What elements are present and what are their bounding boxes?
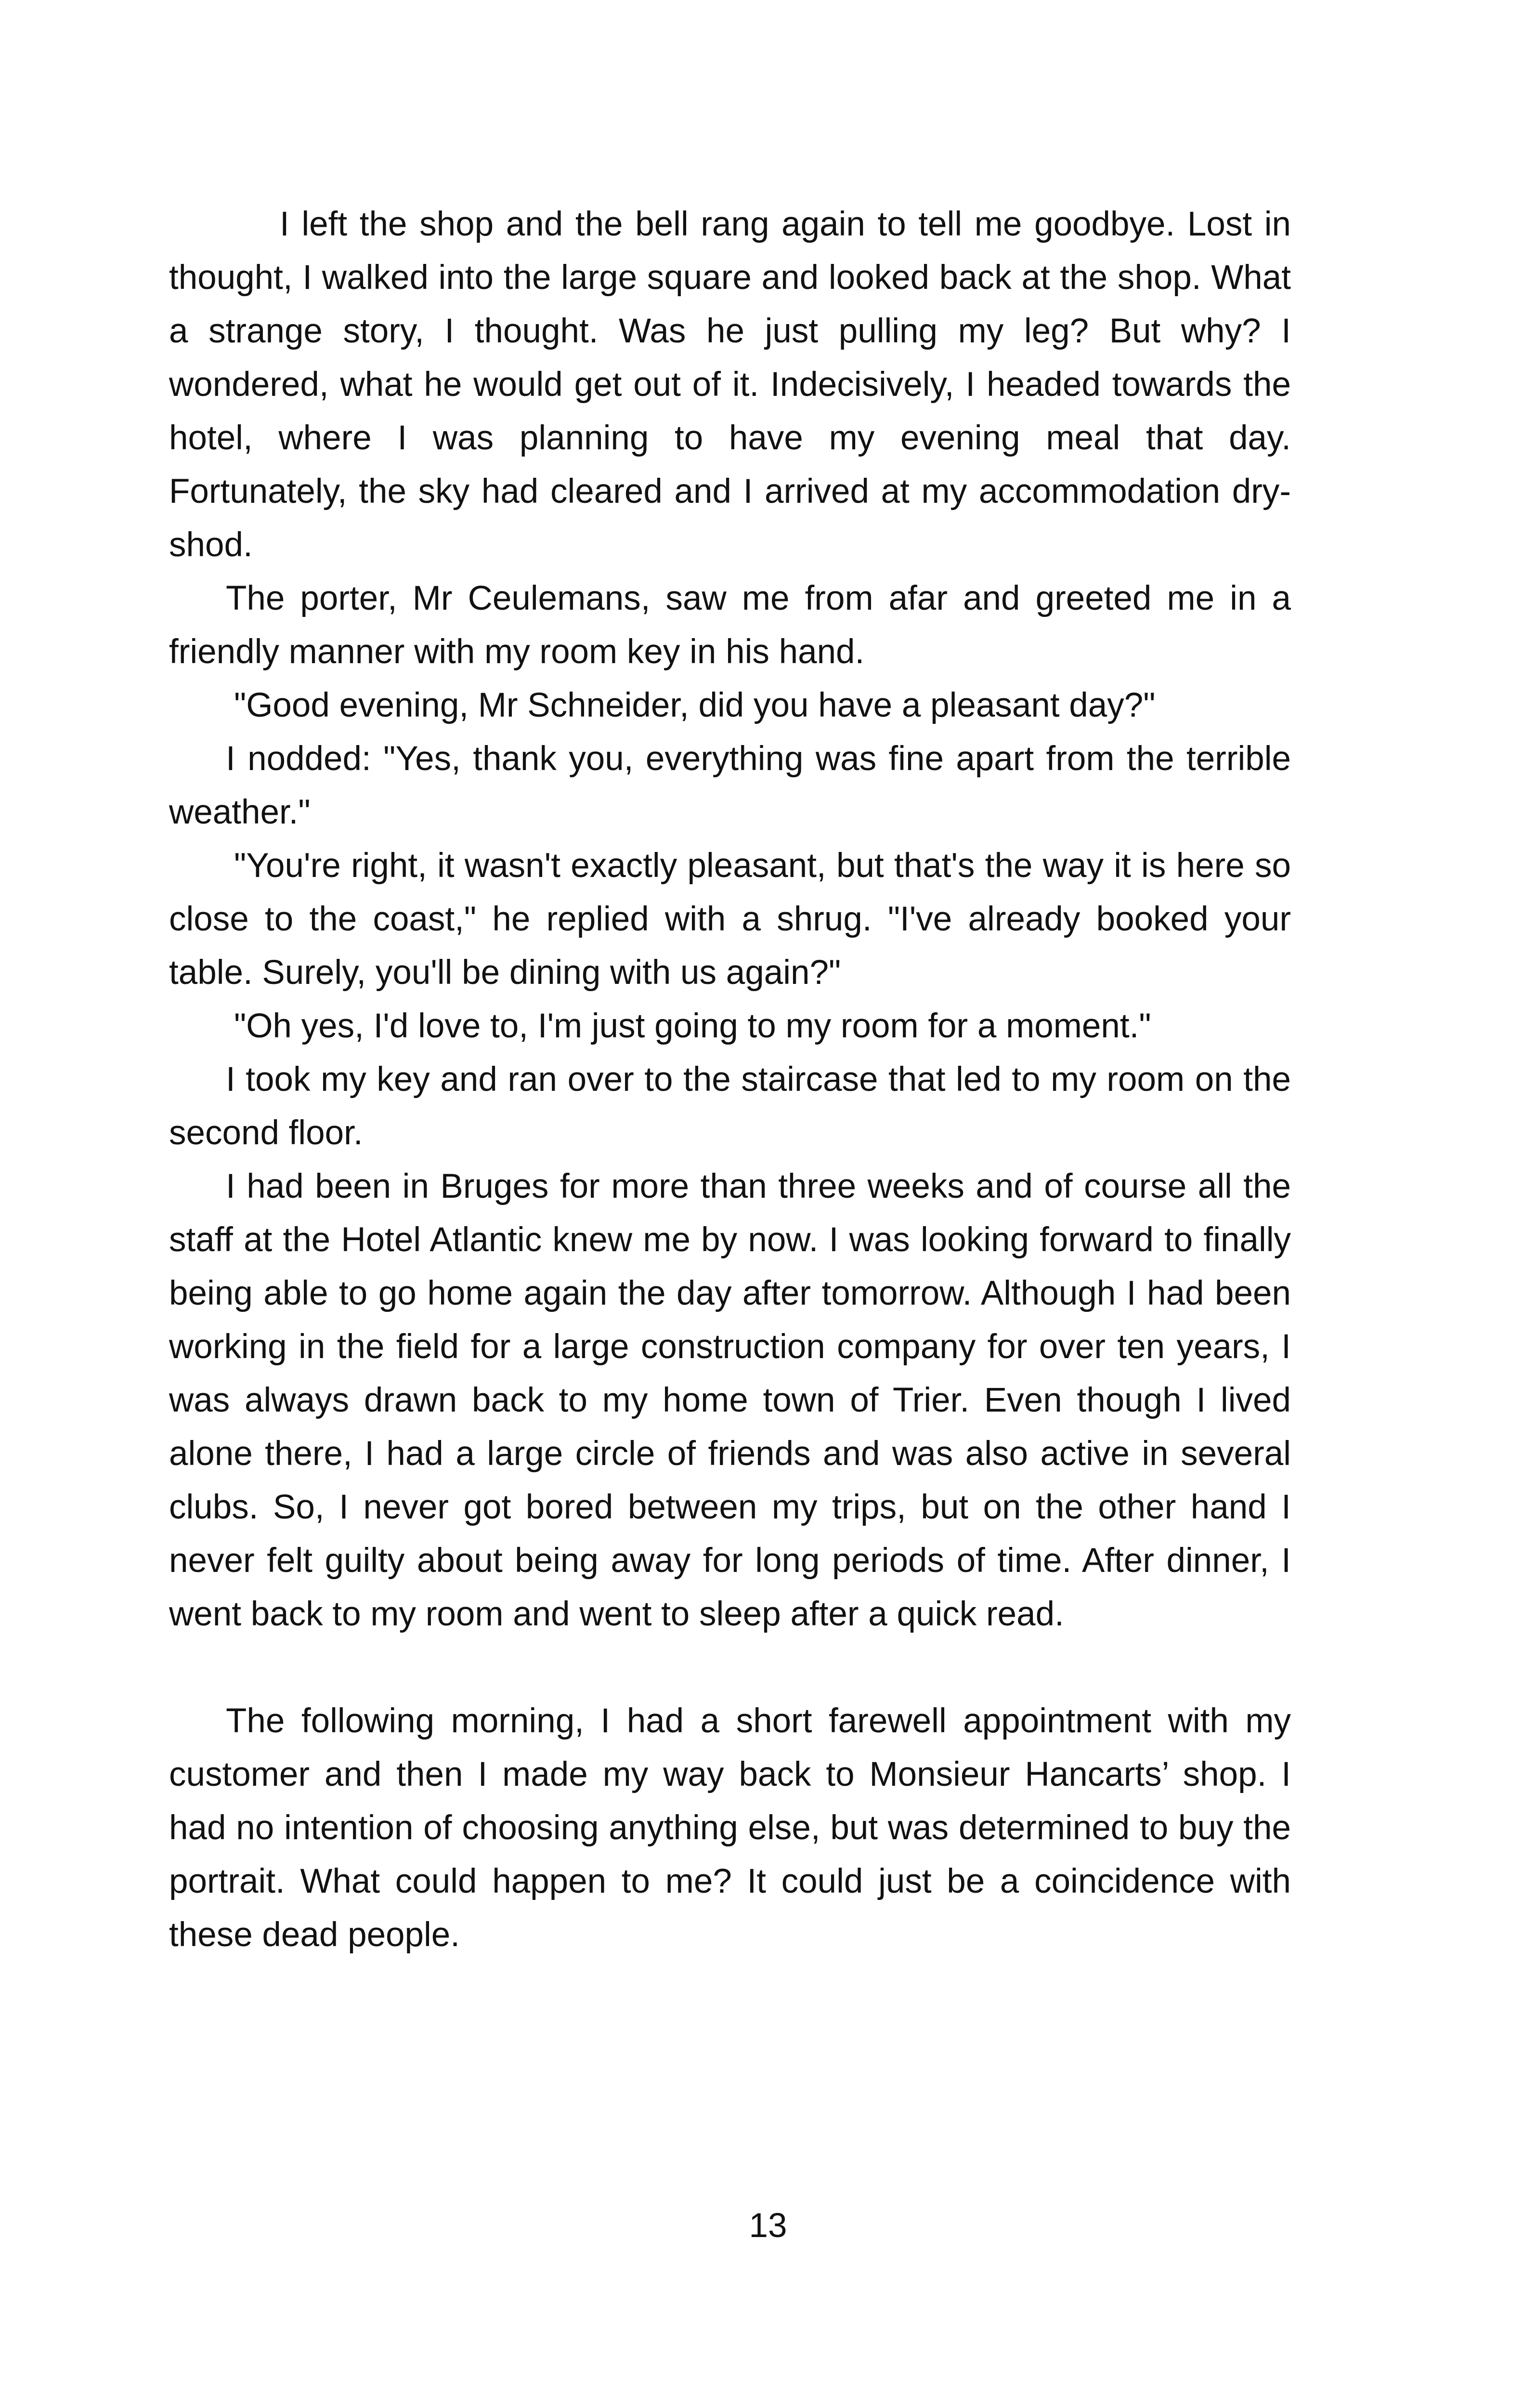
paragraph-9: The following morning, I had a short farewell appointment with my customer and then I made my way back to Monsieur Hancarts’ shop. I had no intention of choosing anything else, but was determined to buy the portrait. What could happen to me? It could just be a coincidence with these dead people. <box>169 1702 1291 1954</box>
page-number: 13 <box>749 2207 787 2245</box>
paragraph-2: The porter, Mr Ceulemans, saw me from afar and greeted me in a friendly manner with my room key in his hand. <box>169 579 1291 671</box>
paragraph-8: I had been in Bruges for more than three weeks and of course all the staff at the Hotel Atlantic knew me by now. I was looking forward to finally being able to go home again the day after tomorrow. Although I had been working in the field for a large construction company for over ten years, I was always drawn back to my home town of Trier. Even though I lived alone there, I had a large circle of friends and was also active in several clubs. So, I never got bored between my trips, but on the other hand I never felt guilty about being away for long periods of time. After dinner, I went back to my room and went to sleep after a quick read. <box>169 1167 1291 1633</box>
paragraph-5: "You're right, it wasn't exactly pleasant, but that's the way it is here so close to the coast," he replied with a shrug. "I've already booked your table. Surely, you'll be dining with us again?" <box>169 847 1291 992</box>
paragraph-6: "Oh yes, I'd love to, I'm just going to my room for a moment." <box>234 1007 1151 1045</box>
paragraph-1: I left the shop and the bell rang again to tell me goodbye. Lost in thought, I walked into the large square and looked back at the shop. What a strange story, I thought. Was he just pulling my leg? But why? I wondered, what he would get out of it. Indecisively, I headed towards the hotel, where I was planning to have my evening meal that day. Fortunately, the sky had cleared and I arrived at my accommodation dry-shod. <box>169 205 1291 564</box>
paragraph-7: I took my key and ran over to the staircase that led to my room on the second floor. <box>169 1060 1291 1152</box>
section-break <box>169 1641 1291 1694</box>
paragraph-3: "Good evening, Mr Schneider, did you have a pleasant day?" <box>234 686 1156 724</box>
paragraph-4: I nodded: "Yes, thank you, everything was fine apart from the terrible weather." <box>169 740 1291 831</box>
body-text <box>169 197 1291 1962</box>
